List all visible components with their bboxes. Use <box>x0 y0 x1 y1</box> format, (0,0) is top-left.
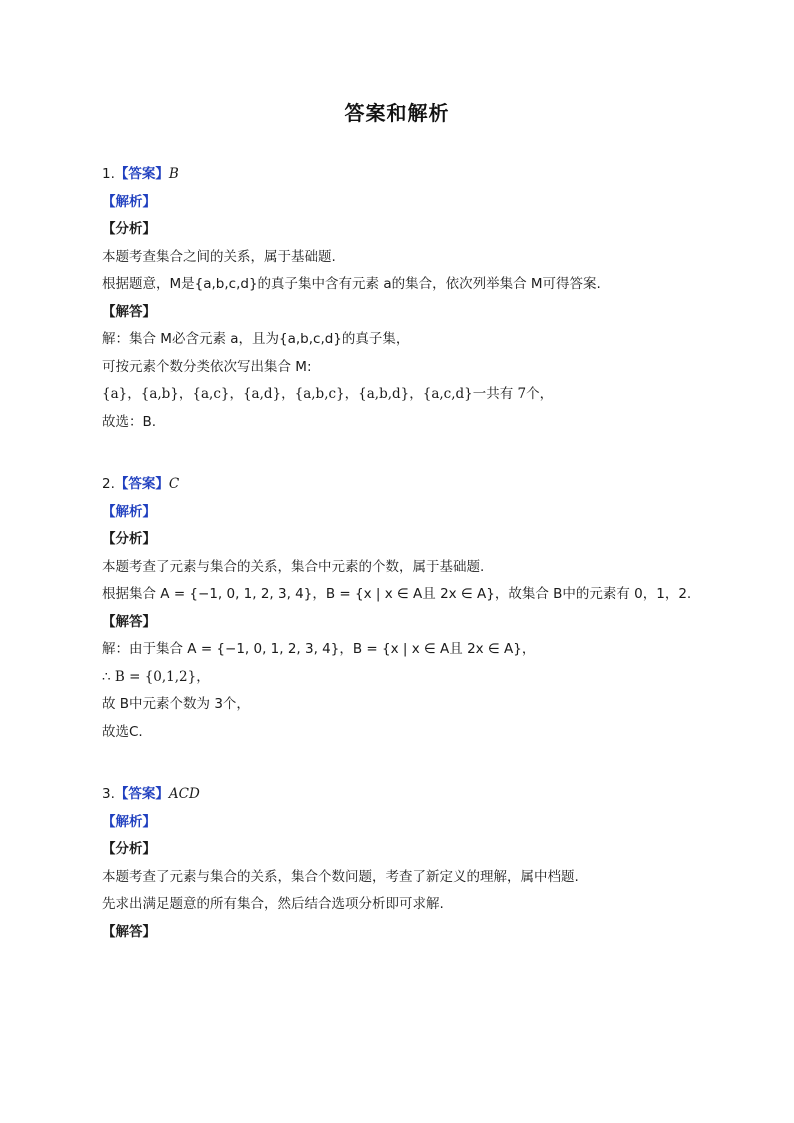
analysis-text: 本题考查了元素与集合的关系，集合中元素的个数，属于基础题. <box>102 558 485 575</box>
jiexi-tag: 【解析】 <box>102 813 156 830</box>
answer-value: C <box>168 476 180 492</box>
solution-text: 故选C. <box>102 723 143 740</box>
jieda-tag: 【解答】 <box>102 613 156 630</box>
answer-section-2 <box>102 471 702 746</box>
solution-text: ∴ B = {0,1,2}， <box>102 668 210 685</box>
answer-value: ACD <box>168 786 200 802</box>
answer-section-1 <box>102 161 702 436</box>
answer-tag: 【答案】 <box>114 166 169 182</box>
analysis-text: 根据题意，M是{a,b,c,d}的真子集中含有元素 a的集合，依次列举集合 M可得答案. <box>102 276 601 292</box>
answer-tag: 【答案】 <box>114 786 169 802</box>
analysis-text: 根据集合 A = {−1, 0, 1, 2, 3, 4}，B = {x | x ∈ A且 2x ∈ A}，故集合 B中的元素有 0，1，2. <box>102 586 692 602</box>
analysis-text: 先求出满足题意的所有集合，然后结合选项分析即可求解. <box>102 896 444 912</box>
answer-section-3 <box>102 781 702 946</box>
answer-heading <box>102 471 702 499</box>
fenxi-tag: 【分析】 <box>102 221 156 237</box>
analysis-text: 本题考查了元素与集合的关系，集合个数问题，考查了新定义的理解，属中档题. <box>102 868 579 885</box>
solution-text: 故 B中元素个数为 3个， <box>102 696 250 712</box>
question-number: 3. <box>102 786 115 802</box>
solution-text: {a}，{a,b}，{a,c}，{a,d}，{a,b,c}，{a,b,d}，{a,c,d}一共有 7个， <box>102 386 554 402</box>
answer-heading <box>102 161 702 189</box>
answer-value: B <box>168 166 179 182</box>
jiexi-tag: 【解析】 <box>102 193 156 210</box>
question-number: 2. <box>102 476 115 492</box>
solution-text: 解：集合 M必含元素 a，且为{a,b,c,d}的真子集， <box>102 331 410 347</box>
question-number: 1. <box>102 166 115 182</box>
jieda-tag: 【解答】 <box>102 923 156 940</box>
answer-heading <box>102 781 702 809</box>
analysis-text: 本题考查集合之间的关系，属于基础题. <box>102 248 336 265</box>
page-title: 答案和解析 <box>344 101 450 125</box>
fenxi-tag: 【分析】 <box>102 841 156 857</box>
solution-text: 解：由于集合 A = {−1, 0, 1, 2, 3, 4}，B = {x | x ∈ A且 2x ∈ A}， <box>102 641 536 657</box>
solution-text: 故选：B. <box>102 413 157 430</box>
fenxi-tag: 【分析】 <box>102 531 156 547</box>
jiexi-tag: 【解析】 <box>102 503 156 520</box>
answer-tag: 【答案】 <box>114 476 169 492</box>
solution-text: 可按元素个数分类依次写出集合 M: <box>102 358 312 375</box>
jieda-tag: 【解答】 <box>102 303 156 320</box>
